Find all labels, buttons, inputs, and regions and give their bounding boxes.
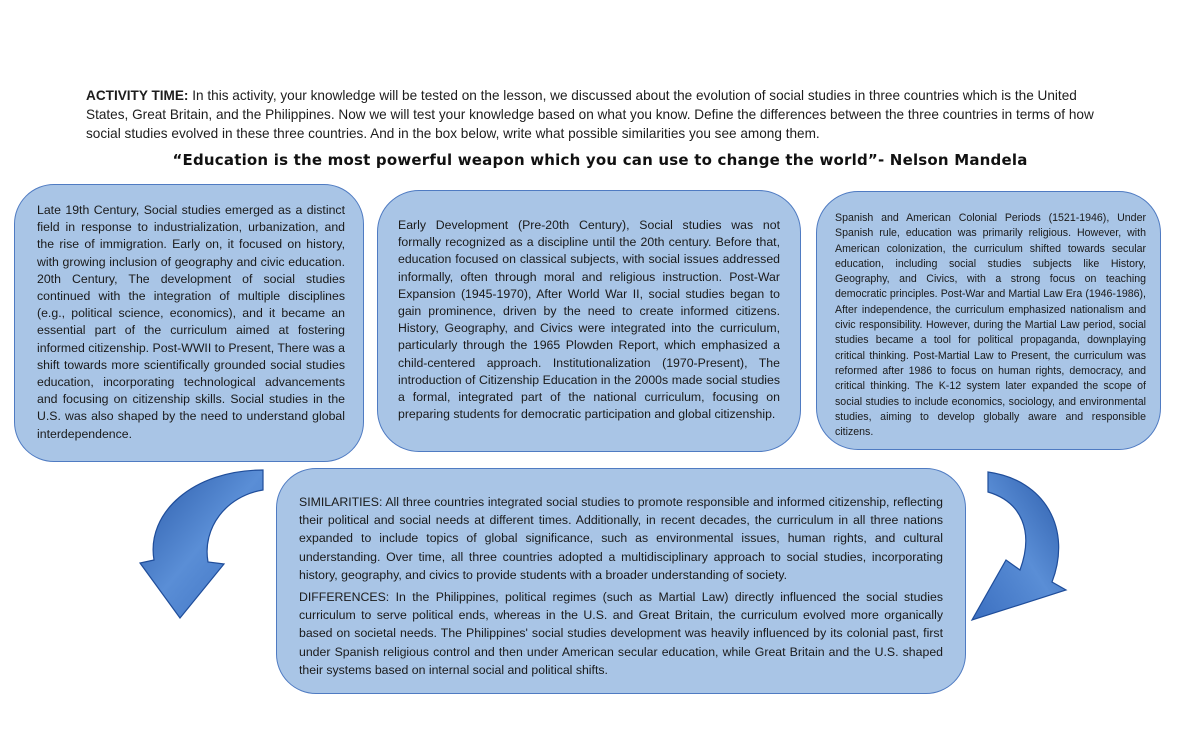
gb-box-text: Early Development (Pre-20th Century), Social studies was not formally recognized as a discipline until the 20th century. Before that, education focused on classical subjects, with social issues addressed informally, often through moral and religious instruction. Post-War Expansion (1945-1970), After World War II, social studies began to gain prominence, driven by the need to create informed citizens. History, Geography, and Civics were integrated into the curriculum, particularly through the 1965 Plowden Report, which emphasized a child-centered approach. Institutionalization (1970-Present), The introduction of Citizenship Education in the 2000s made social studies a formal, integrated part of the national curriculum, focusing on preparing students for democratic participation and global citizenship. [398, 218, 780, 422]
activity-text: In this activity, your knowledge will be tested on the lesson, we discussed about the evolution of social studies in three countries which is the United States, Great Britain, and the Philippines. Now we will test your knowledge based on what you know. Define the differences between the three countries in terms of how social studies evolved in these three countries. And in the box below, write what possible similarities you see among them. [86, 88, 1094, 141]
activity-instructions [86, 86, 1116, 143]
ph-box-text: Spanish and American Colonial Periods (1521-1946), Under Spanish rule, education was primarily religious. However, with American colonization, the curriculum shifted towards secular education, including social studies subjects like History, Geography, and Civics, with a strong focus on teaching democratic principles. Post-War and Martial Law Era (1946-1986), After independence, the curriculum emphasized nationalism and civic responsibility. However, during the Martial Law period, social studies became a tool for political propaganda, downplaying critical thinking. Post-Martial Law to Present, the curriculum was reformed after 1986 to focus on human rights, democracy, and critical thinking. The K-12 system later expanded the scope of social studies to include economics, sociology, and environmental studies, aiming to develop globally aware and responsible citizens. [835, 212, 1146, 439]
us-social-studies-box [14, 184, 364, 462]
mandela-quote: “Education is the most powerful weapon which you can use to change the world”- Nelson Mandela [172, 151, 1028, 169]
differences-text: DIFFERENCES: In the Philippines, political regimes (such as Martial Law) directly influenced the social studies curriculum to serve political ends, whereas in the U.S. and Great Britain, the curriculum evolved more organically based on societal needs. The Philippines' social studies development was heavily influenced by its colonial past, first under Spanish religious control and then under American secular education, while Great Britain and the U.S. shaped their systems based on internal social and political shifts. [299, 590, 943, 677]
gb-social-studies-box [377, 190, 801, 452]
similarities-text: SIMILARITIES: All three countries integrated social studies to promote responsible and informed citizenship, reflecting their political and social needs at different times. Additionally, in recent decades, the curriculum in all three nations expanded to include topics of global significance, such as environmental issues, human rights, and cultural understanding. Over time, all three countries adopted a multidisciplinary approach to social studies, incorporating history, geography, and civics to provide students with a broader understanding of society. [299, 495, 943, 582]
activity-label: ACTIVITY TIME: [86, 88, 189, 103]
us-box-text: Late 19th Century, Social studies emerged as a distinct field in response to industrialization, urbanization, and the rise of immigration. Early on, it focused on history, with growing inclusion of geography and civic education. 20th Century, The development of social studies continued with the integration of multiple disciplines (e.g., political science, economics), and it became an essential part of the curriculum aimed at fostering informed citizenship. Post-WWII to Present, There was a shift towards more scientifically grounded social studies education, incorporating technological advancements and focusing on citizenship skills. Social studies in the U.S. was also shaped by the need to understand global interdependence. [37, 203, 345, 441]
curved-arrow-down-left-icon [968, 470, 1068, 640]
curved-arrow-down-right-icon [138, 468, 278, 628]
comparison-box [276, 468, 966, 694]
ph-social-studies-box [816, 191, 1161, 450]
